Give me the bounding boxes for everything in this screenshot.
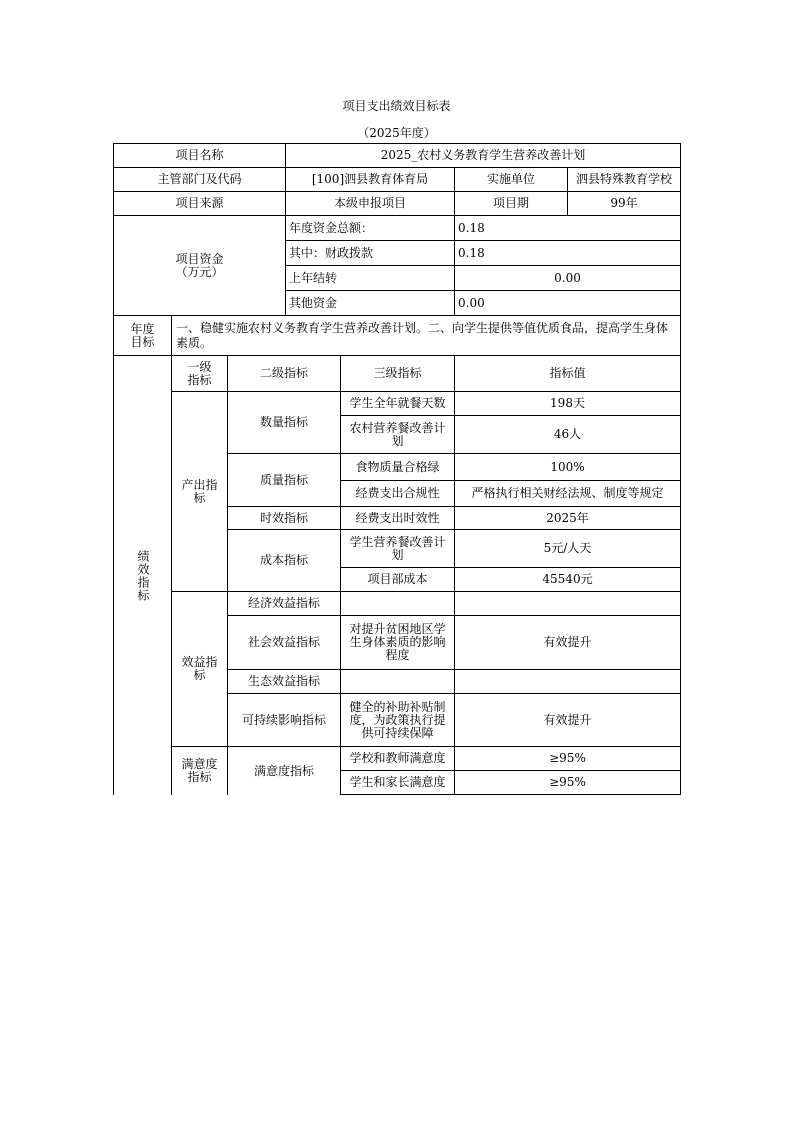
q2-name: 农村营养餐改善计 划 — [340, 415, 455, 454]
ql1-name: 食物质量合格绿 — [340, 453, 455, 481]
s1-name: 对提升贫困地区学 生身体素质的影响 程度 — [340, 615, 455, 670]
annual-goal-label: 年度 目标 — [113, 315, 172, 356]
funds-total-value: 0.18 — [454, 215, 681, 241]
ql2-value: 严格执行相关财经法规、制度等规定 — [454, 480, 681, 507]
project-name-value: 2025_农村义务教育学生营养改善计划 — [285, 143, 681, 168]
cost-label: 成本指标 — [227, 529, 341, 592]
ecological-name — [340, 669, 455, 694]
economic-label: 经济效益指标 — [227, 591, 341, 616]
s1-value: 有效提升 — [454, 615, 681, 670]
funds-other-label: 其他资金 — [285, 290, 455, 316]
unit-value: 泗县特殊教育学校 — [567, 167, 681, 192]
timeliness-label: 时效指标 — [227, 506, 341, 530]
perf-label-cell — [113, 355, 172, 795]
page-title: 项目支出绩效目标表 — [342, 99, 451, 113]
dept-value: [100]泗县教育体育局 — [285, 167, 455, 192]
perf-label: 绩效指标 — [136, 549, 150, 602]
annual-goal-text: 一、稳健实施农村义务教育学生营养改善计划。二、向学生提供等值优质食品，提高学生身体素质。 — [171, 315, 681, 356]
satisfaction-label: 满意度 指标 — [171, 746, 228, 795]
q1-name: 学生全年就餐天数 — [340, 391, 455, 416]
economic-value — [454, 591, 681, 616]
header-level1: 一级 指标 — [171, 355, 228, 392]
satisfaction-sub: 满意度指标 — [227, 746, 341, 795]
source-label: 项目来源 — [113, 191, 286, 216]
header-level2: 二级指标 — [227, 355, 341, 392]
social-label: 社会效益指标 — [227, 615, 341, 670]
m1-value: ≥95% — [454, 746, 681, 771]
funds-other-value: 0.00 — [454, 290, 681, 316]
page-subtitle: （2025年度） — [357, 126, 436, 140]
unit-label: 实施单位 — [454, 167, 568, 192]
period-label: 项目期 — [454, 191, 568, 216]
header-level3: 三级指标 — [340, 355, 455, 392]
ql2-name: 经费支出合规性 — [340, 480, 455, 507]
ecological-value — [454, 669, 681, 694]
performance-table — [113, 143, 681, 795]
q1-value: 198天 — [454, 391, 681, 416]
funds-total-label: 年度资金总额： — [285, 215, 455, 241]
funds-fiscal-value: 0.18 — [454, 240, 681, 266]
benefit-label: 效益指 标 — [171, 591, 228, 747]
c2-value: 45540元 — [454, 567, 681, 592]
q2-value: 46人 — [454, 415, 681, 454]
c1-value: 5元/人天 — [454, 529, 681, 568]
t1-name: 经费支出时效性 — [340, 506, 455, 530]
quality-label: 质量指标 — [227, 453, 341, 507]
t1-value: 2025年 — [454, 506, 681, 530]
funds-fiscal-label: 其中：财政拨款 — [285, 240, 455, 266]
funds-label: 项目资金 （万元） — [113, 215, 286, 316]
source-value: 本级申报项目 — [285, 191, 455, 216]
output-label: 产出指 标 — [171, 391, 228, 592]
project-name-label: 项目名称 — [113, 143, 286, 168]
quantity-label: 数量指标 — [227, 391, 341, 454]
dept-label: 主管部门及代码 — [113, 167, 286, 192]
c2-name: 项目部成本 — [340, 567, 455, 592]
period-value: 99年 — [567, 191, 681, 216]
economic-name — [340, 591, 455, 616]
c1-name: 学生营养餐改善计 划 — [340, 529, 455, 568]
m1-name: 学校和教师满意度 — [340, 746, 455, 771]
ecological-label: 生态效益指标 — [227, 669, 341, 694]
ql1-value: 100% — [454, 453, 681, 481]
m2-value: ≥95% — [454, 770, 681, 795]
funds-carryover-value: 0.00 — [454, 265, 681, 291]
funds-carryover-label: 上年结转 — [285, 265, 455, 291]
sustainable-label: 可持续影响指标 — [227, 693, 341, 747]
m2-name: 学生和家长满意度 — [340, 770, 455, 795]
su1-name: 健全的补助补贴制 度，为政策执行提 供可持续保障 — [340, 693, 455, 747]
header-value: 指标值 — [454, 355, 681, 392]
su1-value: 有效提升 — [454, 693, 681, 747]
